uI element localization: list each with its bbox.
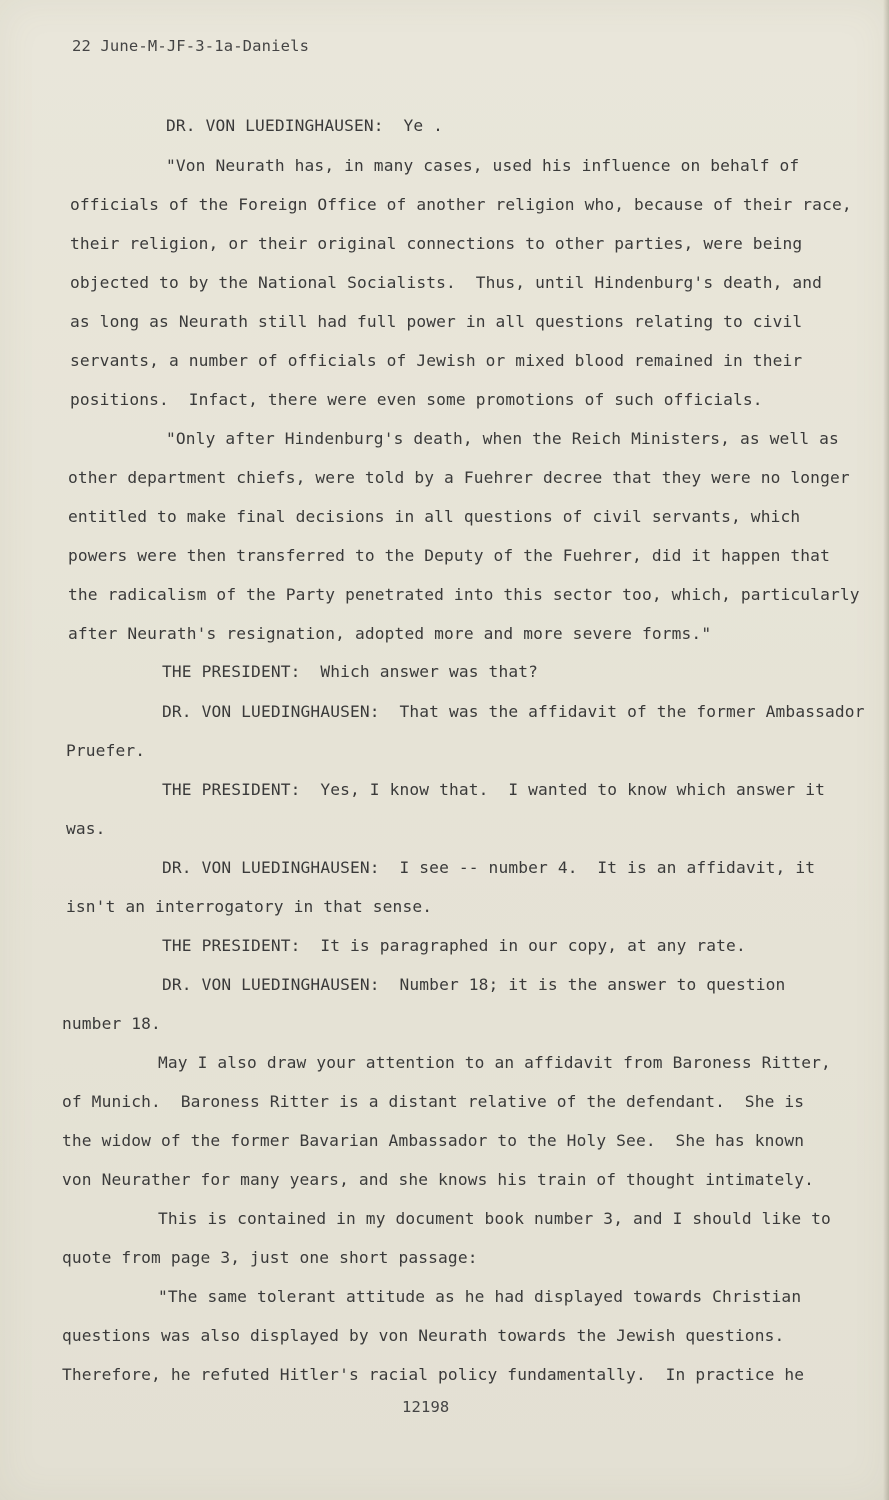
text-line-3: officials of the Foreign Office of another religion who, because of their race, xyxy=(70,195,852,214)
text-line-29: This is contained in my document book number 3, and I should like to xyxy=(158,1209,831,1228)
text-line-5: objected to by the National Socialists. Thus, until Hindenburg's death, and xyxy=(70,273,823,292)
text-line-31: "The same tolerant attitude as he had displayed towards Christian xyxy=(158,1287,802,1306)
text-line-12: powers were then transferred to the Deputy of the Fuehrer, did it happen that xyxy=(68,546,830,565)
text-line-23: DR. VON LUEDINGHAUSEN: Number 18; it is the answer to question xyxy=(162,975,786,994)
text-line-33: Therefore, he refuted Hitler's racial policy fundamentally. In practice he xyxy=(62,1365,805,1384)
text-line-28: von Neurather for many years, and she knows his train of thought intimately. xyxy=(62,1170,815,1189)
text-line-32: questions was also displayed by von Neurath towards the Jewish questions. xyxy=(62,1326,785,1345)
text-line-4: their religion, or their original connections to other parties, were being xyxy=(70,234,803,253)
text-line-15: THE PRESIDENT: Which answer was that? xyxy=(162,662,539,681)
page-header: 22 June-M-JF-3-1a-Daniels xyxy=(72,37,310,55)
text-line-13: the radicalism of the Party penetrated into this sector too, which, particularly xyxy=(68,585,860,604)
text-line-8: positions. Infact, there were even some promotions of such officials. xyxy=(70,390,763,409)
text-line-18: THE PRESIDENT: Yes, I know that. I wanted to know which answer it xyxy=(162,780,826,799)
text-line-7: servants, a number of officials of Jewish or mixed blood remained in their xyxy=(70,351,803,370)
text-line-17: Pruefer. xyxy=(66,741,146,760)
page-edge-shadow xyxy=(883,0,889,1500)
text-line-22: THE PRESIDENT: It is paragraphed in our copy, at any rate. xyxy=(162,936,746,955)
text-line-30: quote from page 3, just one short passage: xyxy=(62,1248,478,1267)
text-line-2: "Von Neurath has, in many cases, used his influence on behalf of xyxy=(166,156,800,175)
text-line-9: "Only after Hindenburg's death, when the Reich Ministers, as well as xyxy=(166,429,839,448)
text-line-27: the widow of the former Bavarian Ambassador to the Holy See. She has known xyxy=(62,1131,805,1150)
text-line-16: DR. VON LUEDINGHAUSEN: That was the affidavit of the former Ambassador xyxy=(162,702,865,721)
text-line-21: isn't an interrogatory in that sense. xyxy=(66,897,433,916)
text-line-14: after Neurath's resignation, adopted more and more severe forms." xyxy=(68,624,712,643)
text-line-24: number 18. xyxy=(62,1014,161,1033)
text-line-10: other department chiefs, were told by a Fuehrer decree that they were no longer xyxy=(68,468,850,487)
text-line-11: entitled to make final decisions in all questions of civil servants, which xyxy=(68,507,801,526)
text-line-1: DR. VON LUEDINGHAUSEN: Ye . xyxy=(166,116,444,135)
text-line-19: was. xyxy=(66,819,106,838)
text-line-20: DR. VON LUEDINGHAUSEN: I see -- number 4. It is an affidavit, it xyxy=(162,858,816,877)
text-line-6: as long as Neurath still had full power in all questions relating to civil xyxy=(70,312,803,331)
page-number: 12198 xyxy=(402,1398,450,1416)
text-line-26: of Munich. Baroness Ritter is a distant relative of the defendant. She is xyxy=(62,1092,805,1111)
text-line-25: May I also draw your attention to an affidavit from Baroness Ritter, xyxy=(158,1053,831,1072)
